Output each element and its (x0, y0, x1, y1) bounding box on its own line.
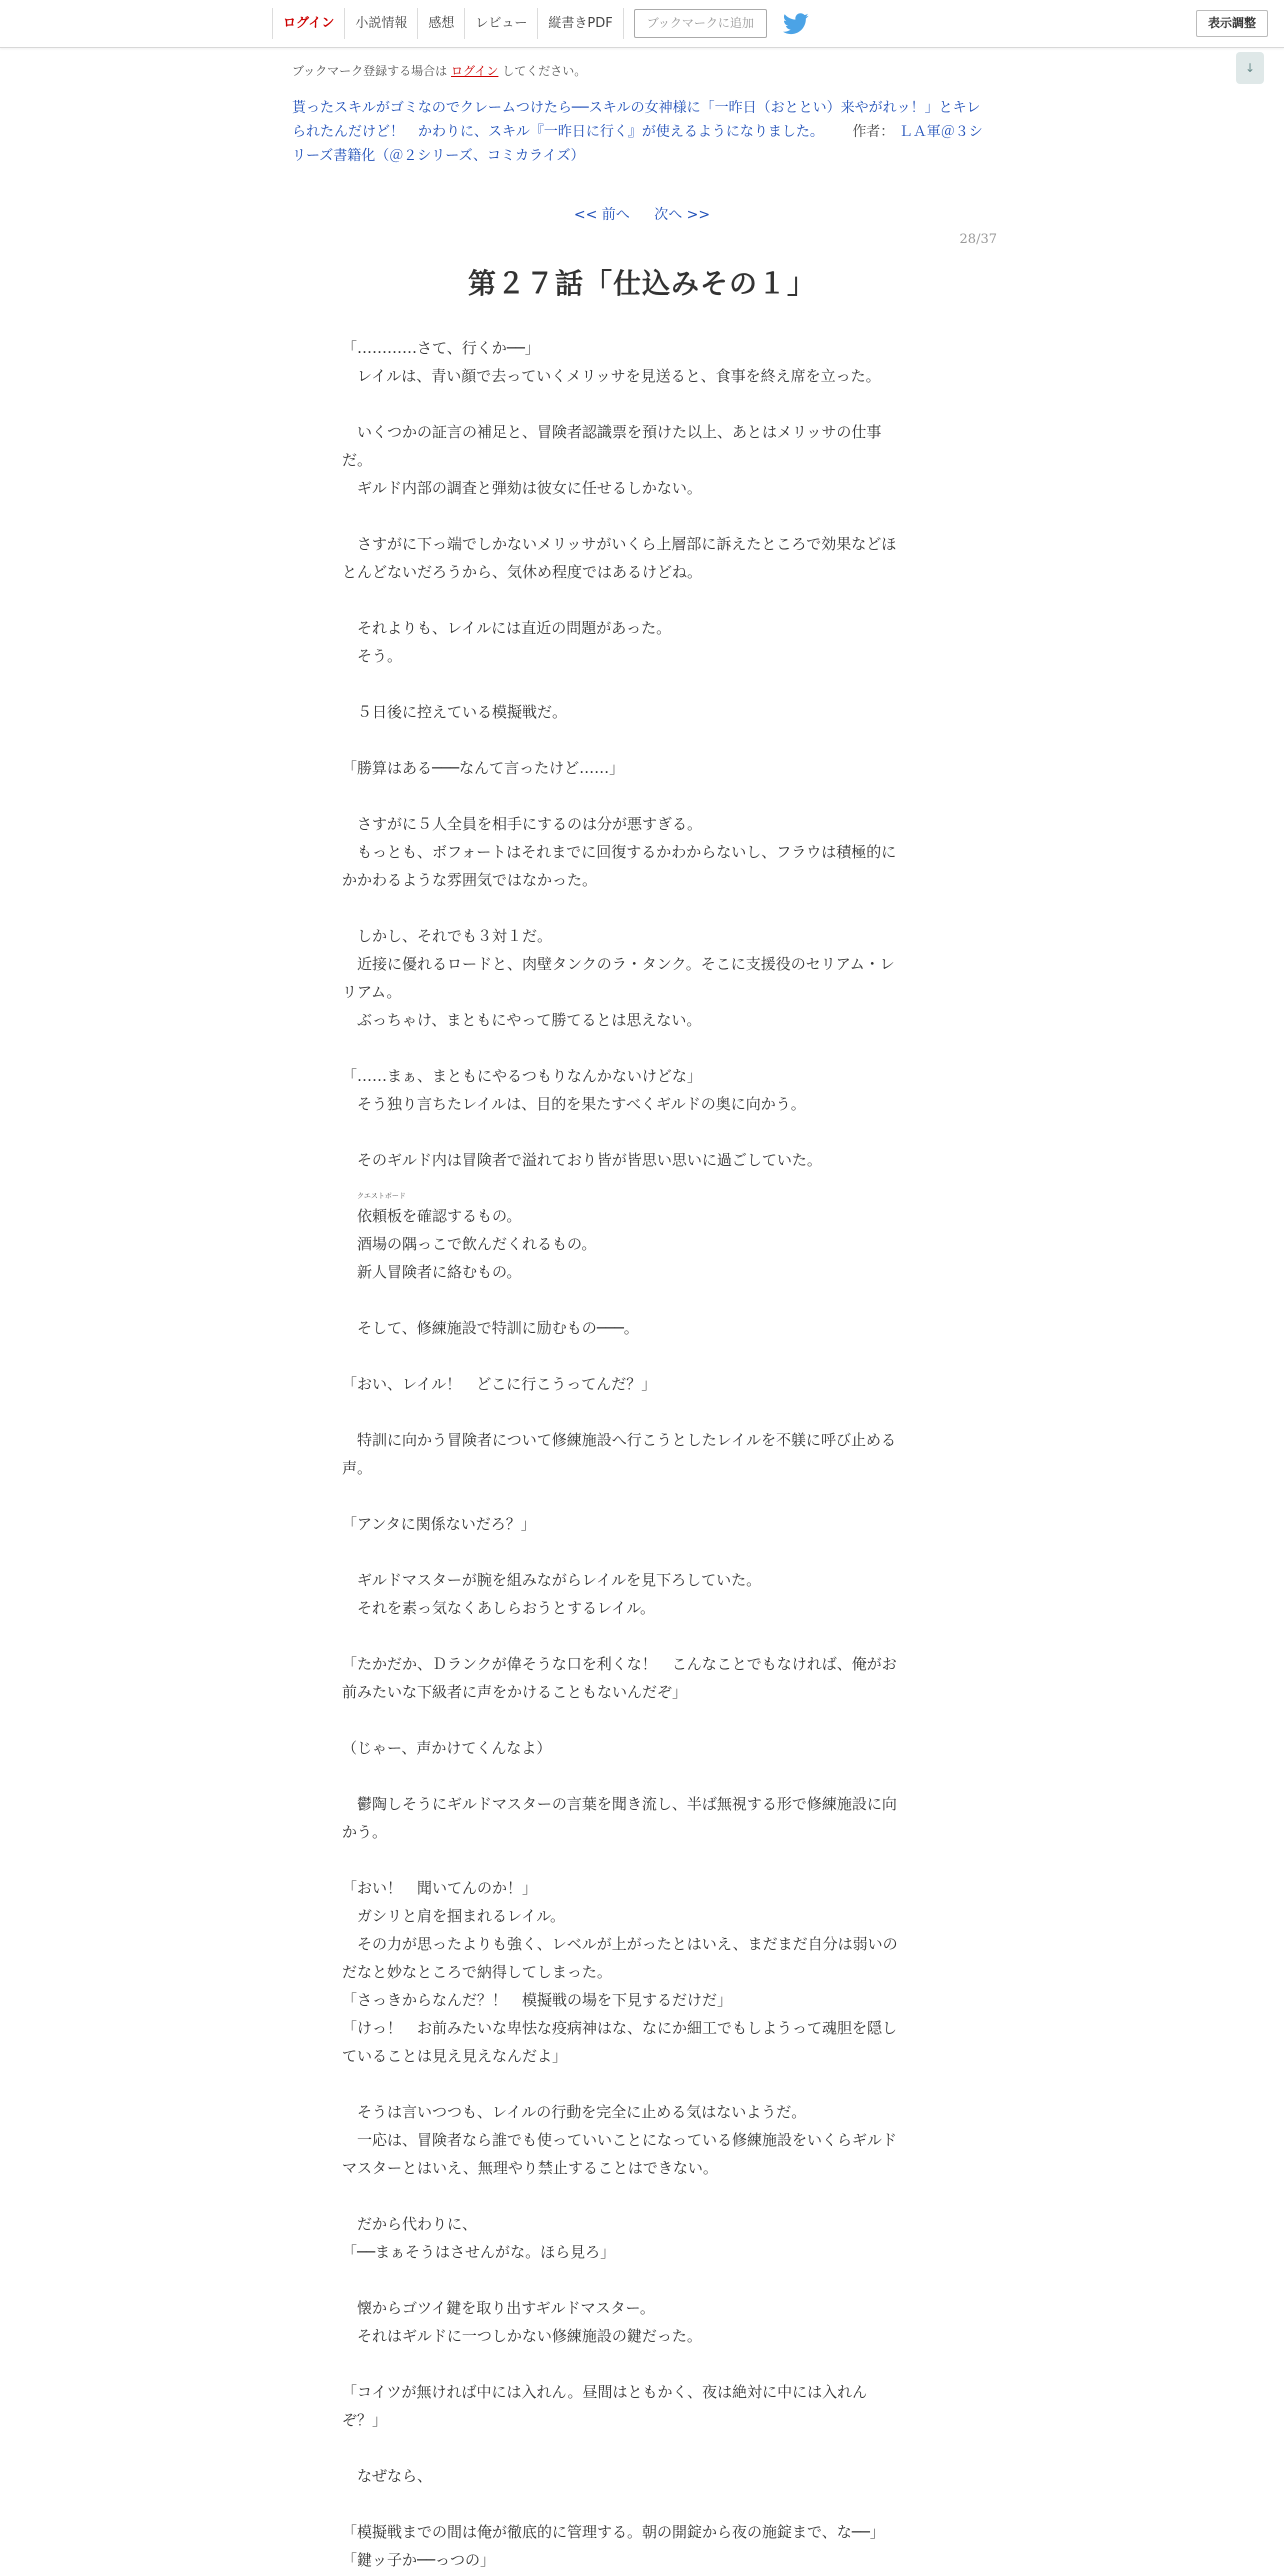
notice-suffix: してください。 (502, 64, 587, 78)
body-line: 新人冒険者に絡むもの。 (342, 1263, 522, 1281)
blank-line (342, 1482, 942, 1510)
blank-line (342, 2350, 942, 2378)
blank-line (342, 1034, 942, 1062)
blank-line (342, 1174, 942, 1202)
blank-line (342, 586, 942, 614)
body-line: そのギルド内は冒険者で溢れており皆が皆思い思いに過ごしていた。 (342, 1151, 822, 1169)
notice-prefix: ブックマーク登録する場合は (292, 64, 448, 78)
body-line: なぜなら、 (342, 2467, 433, 2485)
blank-line (342, 1118, 942, 1146)
body-line: 「…………さて、行くか──」 (342, 339, 540, 357)
body-line: ガシリと肩を掴まれるレイル。 (342, 1907, 566, 1925)
blank-line (342, 502, 942, 530)
body-line: さすがに５人全員を相手にするのは分が悪すぎる。 (342, 815, 703, 833)
blank-line (342, 1286, 942, 1314)
blank-line (342, 1846, 942, 1874)
twitter-icon[interactable] (783, 13, 809, 35)
scroll-down-icon[interactable]: ↓ (1236, 52, 1264, 84)
body-line: そして、修練施設で特訓に励むもの───。 (342, 1319, 639, 1337)
body-line: その力が思ったよりも強く、レベルが上がったとはいえ、まだまだ自分は弱いの (342, 1935, 898, 1953)
body-line: いくつかの証言の補足と、冒険者認識票を預けた以上、あとはメリッサの仕事 (342, 423, 882, 441)
body-line: ていることは見え見えなんだよ」 (342, 2047, 568, 2065)
notice-login-link[interactable]: ログイン (451, 64, 499, 78)
body-line: そう独り言ちたレイルは、目的を果たすべくギルドの奥に向かう。 (342, 1095, 806, 1113)
body-line: かう。 (342, 1823, 388, 1841)
blank-line (342, 2182, 942, 2210)
body-line-ruby: クエストボード 依頼板を確認するもの。 (342, 1202, 942, 1230)
body-line: 懐からゴツイ鍵を取り出すギルドマスター。 (342, 2299, 655, 2317)
body-line: 「模擬戦までの間は俺が徹底的に管理する。朝の開錠から夜の施錠まで、な──」 (342, 2523, 885, 2541)
body-line: 声。 (342, 1459, 373, 1477)
ruby-word (357, 1192, 406, 1230)
body-line: だ。 (342, 451, 373, 469)
body-line: 「けっ！ お前みたいな卑怯な疫病神はな、なにか細工でもしようって魂胆を隠し (342, 2019, 898, 2037)
page-count: 28/37 (959, 232, 997, 247)
body-line: とんどないだろうから、気休め程度ではあるけどね。 (342, 563, 703, 581)
body-line: それよりも、レイルには直近の問題があった。 (342, 619, 672, 637)
body-line: 特訓に向かう冒険者について修練施設へ行こうとしたレイルを不躾に呼び止める (342, 1431, 896, 1449)
blank-line (342, 2266, 942, 2294)
blank-line (342, 726, 942, 754)
body-line: 前みたいな下級者に声をかけることもないんだぞ」 (342, 1683, 688, 1701)
novel-title-link[interactable]: 貰ったスキルがゴミなのでクレームつけたら──スキルの女神様に「一昨日（おととい）来やがれッ！」とキレられたんだけど！ かわりに、スキル『一昨日に行く』が使えるようになりました。 (292, 100, 981, 140)
prev-chapter-link[interactable]: << 前へ (573, 207, 630, 223)
body-line: そう。 (342, 647, 403, 665)
body-line: リアム。 (342, 983, 402, 1001)
body-line: ５日後に控えている模擬戦だ。 (342, 703, 568, 721)
add-bookmark-button[interactable]: ブックマークに追加 (634, 9, 767, 38)
author-link[interactable]: ＬＡ軍＠３シリーズ書籍化（＠２シリーズ、コミカライズ） (292, 124, 983, 164)
chapter-title: 第２７話「仕込みその１」 (467, 267, 816, 300)
body-line: ギルドマスターが腕を組みながらレイルを見下ろしていた。 (342, 1571, 762, 1589)
body-line: 「たかだか、Ｄランクが偉そうな口を利くな！ こんなことでもなければ、俺がお (342, 1655, 897, 1673)
body-line: 「鍵ッ子か──っつの」 (342, 2551, 496, 2569)
body-line: 「勝算はある───なんて言ったけど……」 (342, 759, 625, 777)
body-line: それを素っ気なくあしらおうとするレイル。 (342, 1599, 656, 1617)
top-navigation-bar (0, 0, 1284, 48)
blank-line (342, 2070, 942, 2098)
body-line: だから代わりに、 (342, 2215, 478, 2233)
novel-info (292, 96, 992, 168)
ruby-base: 依頼板 (357, 1207, 403, 1225)
ruby-reading: クエストボード (357, 1192, 406, 1200)
body-line: ギルド内部の調査と弾劾は彼女に任せるしかない。 (342, 479, 702, 497)
display-settings-button[interactable]: 表示調整 (1196, 10, 1268, 37)
blank-line (342, 670, 942, 698)
body-line: それはギルドに一つしかない修練施設の鍵だった。 (342, 2327, 702, 2345)
body-line: 「おい！ 聞いてんのか！」 (342, 1879, 538, 1897)
body-line: ぶっちゃけ、まともにやって勝てるとは思えない。 (342, 1011, 702, 1029)
body-line: 「アンタに関係ないだろ？」 (342, 1515, 536, 1533)
nav-novel-info[interactable]: 小説情報 (344, 8, 417, 39)
body-line: 「──まぁそうはさせんがな。ほら見ろ」 (342, 2243, 616, 2261)
body-line: だなと妙なところで納得してしまった。 (342, 1963, 612, 1981)
body-line: レイルは、青い顔で去っていくメリッサを見送ると、食事を終え席を立った。 (342, 367, 881, 385)
blank-line (342, 894, 942, 922)
body-line: 酒場の隅っこで飲んだくれるもの。 (342, 1235, 597, 1253)
blank-line (342, 1762, 942, 1790)
body-line: そうは言いつつも、レイルの行動を完全に止める気はないようだ。 (342, 2103, 807, 2121)
body-line: 近接に優れるロードと、肉壁タンクのラ・タンク。そこに支援役のセリアム・レ (342, 955, 895, 973)
login-notice (292, 62, 586, 79)
blank-line (342, 390, 942, 418)
blank-line (342, 1342, 942, 1370)
blank-line (342, 1706, 942, 1734)
body-line: 「……まぁ、まともにやるつもりなんかないけどな」 (342, 1067, 702, 1085)
body-line: 「おい、レイル！ どこに行こうってんだ？」 (342, 1375, 657, 1393)
body-line: しかし、それでも３対１だ。 (342, 927, 553, 945)
body-line: （じゃー、声かけてくんなよ） (342, 1739, 552, 1757)
nav-vertical-pdf[interactable]: 縦書きPDF (537, 8, 623, 39)
body-line: マスターとはいえ、無理やり禁止することはできない。 (342, 2159, 718, 2177)
blank-line (342, 2434, 942, 2462)
next-chapter-link[interactable]: 次へ >> (654, 207, 711, 223)
blank-line (342, 782, 942, 810)
body-line: 「さっきからなんだ？！ 模擬戦の場を下見するだけだ」 (342, 1991, 733, 2009)
body-line: 鬱陶しそうにギルドマスターの言葉を聞き流し、半ば無視する形で修練施設に向 (342, 1795, 897, 1813)
nav-impressions[interactable]: 感想 (417, 8, 464, 39)
body-line: 「コイツが無ければ中には入れん。昼間はともかく、夜は絶対に中には入れん (342, 2383, 868, 2401)
blank-line (342, 1622, 942, 1650)
nav-login[interactable]: ログイン (272, 8, 344, 39)
novel-body (342, 334, 942, 2574)
chapter-pager (0, 204, 1284, 224)
nav-review[interactable]: レビュー (464, 8, 537, 39)
body-line: 一応は、冒険者なら誰でも使っていいことになっている修練施設をいくらギルド (342, 2131, 897, 2149)
body-line: もっとも、ボフォートはそれまでに回復するかわからないし、フラウは積極的に (342, 843, 897, 861)
main-nav (272, 8, 809, 39)
blank-line (342, 2490, 942, 2518)
body-line: さすがに下っ端でしかないメリッサがいくら上層部に訴えたところで効果などほ (342, 535, 897, 553)
body-line: ぞ？」 (342, 2411, 388, 2429)
blank-line (342, 1538, 942, 1566)
blank-line (342, 1398, 942, 1426)
author-label: 作者： (852, 124, 895, 140)
body-line: かかわるような雰囲気ではなかった。 (342, 871, 598, 889)
